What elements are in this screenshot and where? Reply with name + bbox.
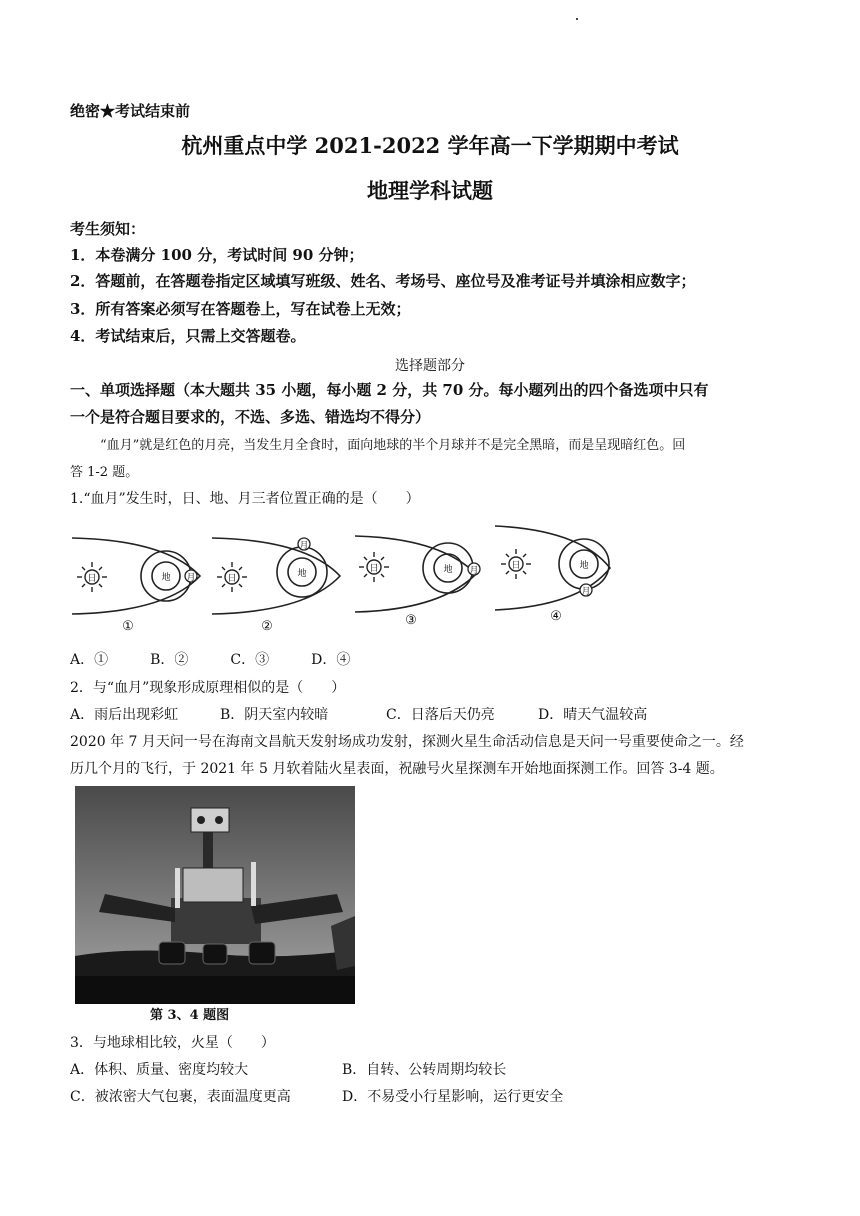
moon-label: 月 xyxy=(469,566,479,576)
mars-rover-photo xyxy=(75,786,355,1004)
earth-label: 地 xyxy=(161,573,171,583)
q2-stem: 2．与“血月”现象形成原理相似的是（ ） xyxy=(70,680,346,696)
notice-item: 3．所有答案必须写在答题卷上，写在试卷上无效； xyxy=(70,300,411,318)
q2-option-d: D．晴天气温较高 xyxy=(538,707,648,723)
sun-label: 日 xyxy=(511,561,521,571)
q3-stem: 3．与地球相比较，火星（ ） xyxy=(70,1035,275,1051)
panel-number: ③ xyxy=(405,613,417,628)
passage1-line2: 答 1-2 题。 xyxy=(70,465,139,480)
q3-option-d: D．不易受小行星影响，运行更安全 xyxy=(342,1089,564,1105)
figure-caption: 第 3、4 题图 xyxy=(150,1008,230,1023)
secret-label: 绝密★考试结束前 xyxy=(70,102,191,120)
panel-number: ② xyxy=(261,619,273,632)
sun-label: 日 xyxy=(369,564,379,574)
sun-icon xyxy=(501,549,531,579)
passage2-line1: 2020 年 7 月天问一号在海南文昌航天发射场成功发射，探测火星生命活动信息是天问一号重要使命之一。经 xyxy=(70,734,744,750)
earth-label: 地 xyxy=(443,565,453,575)
notice-heading: 考生须知： xyxy=(70,220,146,238)
part-title-line1: 一、单项选择题（本大题共 35 小题，每小题 2 分，共 70 分。每小题列出的四个备选项中只有 xyxy=(70,381,709,399)
passage2-line2: 历几个月的飞行，于 2021 年 5 月软着陆火星表面，祝融号火星探测车开始地面探测工作。回答 3-4 题。 xyxy=(70,761,724,777)
earth-label: 地 xyxy=(297,569,307,579)
subject-title: 地理学科试题 xyxy=(367,178,493,203)
q2-option-c: C．日落后天仍亮 xyxy=(386,707,495,723)
sun-icon xyxy=(77,562,107,592)
page-dot xyxy=(576,18,578,20)
notice-item: 1．本卷满分 100 分，考试时间 90 分钟； xyxy=(70,246,364,264)
q3-option-b: B．自转、公转周期均较长 xyxy=(342,1062,507,1078)
q2-option-b: B．阴天室内较暗 xyxy=(220,707,329,723)
notice-item: 4．考试结束后，只需上交答题卷。 xyxy=(70,327,306,345)
part-title-line2: 一个是符合题目要求的，不选、多选、错选均不得分） xyxy=(70,408,431,426)
q2-option-a: A．雨后出现彩虹 xyxy=(70,707,179,723)
q3-option-c: C．被浓密大气包裹，表面温度更高 xyxy=(70,1089,291,1105)
moon-label: 月 xyxy=(299,541,309,551)
earth-label: 地 xyxy=(579,561,589,571)
section-label: 选择题部分 xyxy=(395,358,465,374)
notice-item: 2．答题前，在答题卷指定区域填写班级、姓名、考场号、座位号及准考证号并填涂相应数字； xyxy=(70,272,696,290)
sun-label: 日 xyxy=(227,574,237,584)
exam-title: 杭州重点中学 2021-2022 学年高一下学期期中考试 xyxy=(181,133,679,158)
passage1-line1: “血月”就是红色的月亮，当发生月全食时，面向地球的半个月球并不是完全黑暗，而是呈现暗红色。回 xyxy=(100,438,686,453)
q1-options: A．① B．② C．③ D．④ xyxy=(70,652,351,668)
moon-label: 月 xyxy=(581,587,591,597)
q1-stem: 1.“血月”发生时，日、地、月三者位置正确的是（ ） xyxy=(70,491,420,507)
panel-number: ① xyxy=(122,619,134,632)
sun-icon xyxy=(359,552,389,582)
moon-label: 月 xyxy=(186,573,196,583)
panel-number: ④ xyxy=(550,609,562,624)
q3-option-a: A．体积、质量、密度均较大 xyxy=(70,1062,249,1078)
sun-icon xyxy=(217,562,247,592)
sun-earth-moon-diagram xyxy=(70,520,630,632)
sun-label: 日 xyxy=(87,574,97,584)
